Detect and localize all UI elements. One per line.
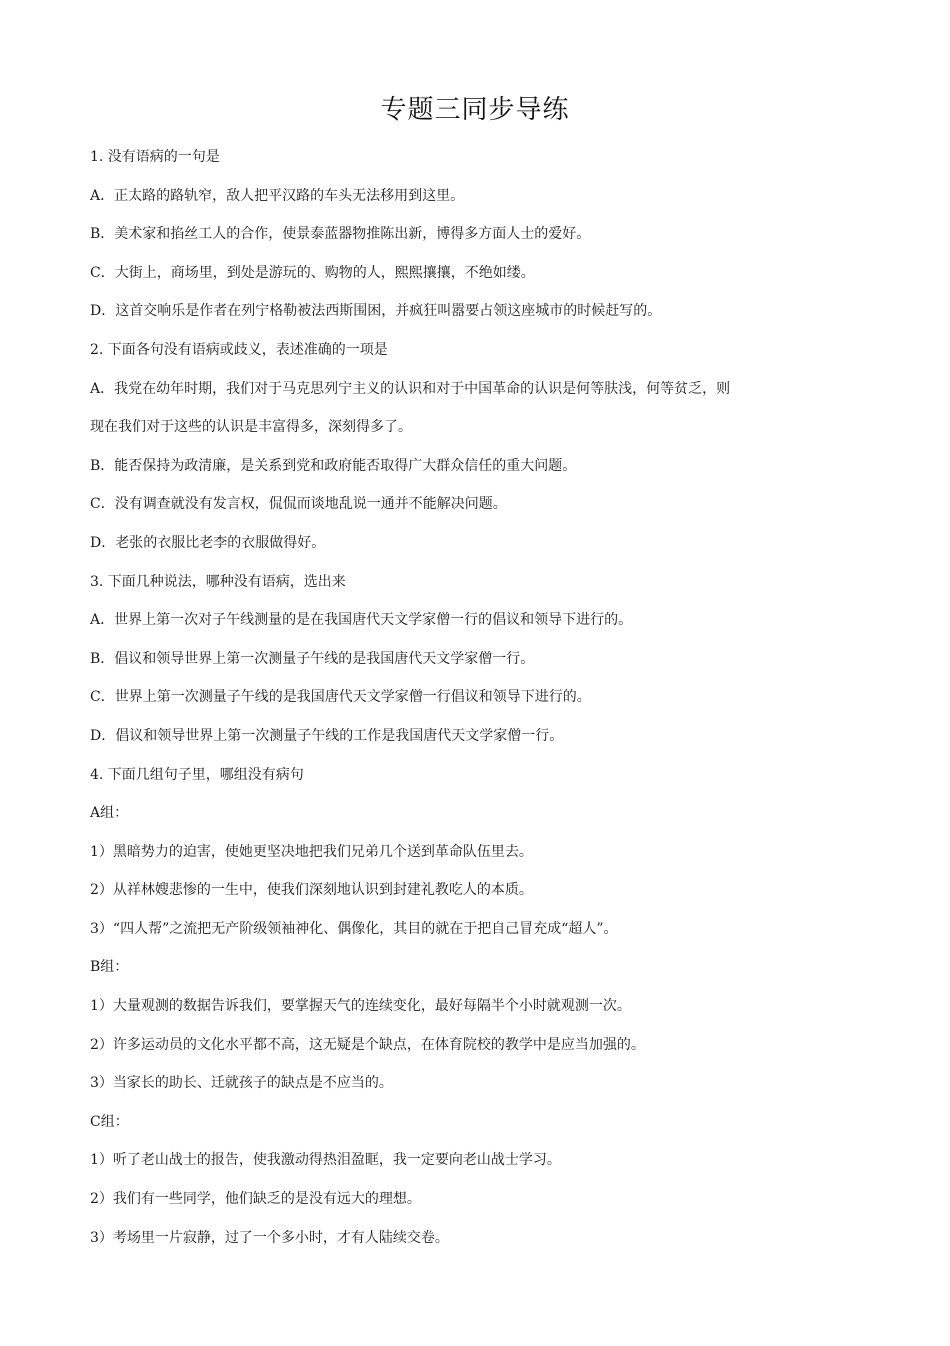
group-b-sentence-1: 1）大量观测的数据告诉我们，要掌握天气的连续变化，最好每隔半个小时就观测一次。 bbox=[90, 998, 631, 1015]
question-2-option-b: B．能否保持为政清廉，是关系到党和政府能否取得广大群众信任的重大问题。 bbox=[90, 457, 577, 474]
question-1-stem: 1. 没有语病的一句是 bbox=[90, 149, 220, 165]
group-b-sentence-3: 3）当家长的助长、迁就孩子的缺点是不应当的。 bbox=[90, 1075, 393, 1092]
question-2-option-d: D．老张的衣服比老李的衣服做得好。 bbox=[90, 534, 326, 551]
group-a-sentence-1: 1）黑暗势力的迫害，使她更坚决地把我们兄弟几个送到革命队伍里去。 bbox=[90, 843, 533, 860]
question-4-stem: 4. 下面几组句子里，哪组没有病句 bbox=[90, 766, 304, 783]
group-b-heading: B组： bbox=[90, 959, 129, 976]
group-b-sentence-2: 2）许多运动员的文化水平都不高，这无疑是个缺点，在体育院校的教学中是应当加强的。 bbox=[90, 1036, 645, 1053]
page-title: 专题三同步导练 bbox=[380, 95, 570, 125]
question-3-option-b: B．倡议和领导世界上第一次测量子午线的是我国唐代天文学家僧一行。 bbox=[90, 650, 535, 667]
question-2-option-a-continued: 现在我们对于这些的认识是丰富得多，深刻得多了。 bbox=[90, 419, 412, 436]
document-body bbox=[90, 144, 890, 1263]
question-2-option-c: C．没有调查就没有发言权，侃侃而谈地乱说一通并不能解决问题。 bbox=[90, 496, 507, 513]
question-3-option-d: D．倡议和领导世界上第一次测量子午线的工作是我国唐代天文学家僧一行。 bbox=[90, 727, 564, 744]
question-3-option-a: A．世界上第一次对子午线测量的是在我国唐代天文学家僧一行的倡议和领导下进行的。 bbox=[90, 612, 633, 629]
question-2-option-a: A．我党在幼年时期，我们对于马克思列宁主义的认识和对于中国革命的认识是何等肤浅，何等贫乏，则 bbox=[90, 380, 731, 397]
question-1-option-d: D．这首交响乐是作者在列宁格勒被法西斯围困，并疯狂叫嚣要占领这座城市的时候赶写的。 bbox=[90, 303, 662, 320]
question-3-stem: 3. 下面几种说法，哪种没有语病，选出来 bbox=[90, 573, 346, 590]
question-3-option-c: C．世界上第一次测量子午线的是我国唐代天文学家僧一行倡议和领导下进行的。 bbox=[90, 689, 591, 706]
group-a-sentence-2: 2）从祥林嫂悲惨的一生中，使我们深刻地认识到封建礼教吃人的本质。 bbox=[90, 882, 533, 899]
question-1-option-b: B．美术家和掐丝工人的合作，使景泰蓝器物推陈出新，博得多方面人士的爱好。 bbox=[90, 226, 591, 243]
question-1-option-a: A．正太路的路轨窄，敌人把平汉路的车头无法移用到这里。 bbox=[90, 187, 465, 204]
group-c-sentence-2: 2）我们有一些同学，他们缺乏的是没有远大的理想。 bbox=[90, 1191, 421, 1208]
group-c-heading: C组： bbox=[90, 1113, 129, 1130]
question-1-option-c: C．大街上，商场里，到处是游玩的、购物的人，熙熙攘攘，不绝如缕。 bbox=[90, 264, 535, 281]
question-2-stem: 2. 下面各句没有语病或歧义，表述准确的一项是 bbox=[90, 341, 388, 358]
group-c-sentence-3: 3）考场里一片寂静，过了一个多小时，才有人陆续交卷。 bbox=[90, 1229, 449, 1246]
group-a-sentence-3: 3）“四人帮”之流把无产阶级领袖神化、偶像化，其目的就在于把自己冒充成“超人”。 bbox=[90, 920, 618, 937]
group-c-sentence-1: 1）听了老山战士的报告，使我激动得热泪盈眶，我一定要向老山战士学习。 bbox=[90, 1152, 561, 1169]
group-a-heading: A组： bbox=[90, 805, 129, 822]
